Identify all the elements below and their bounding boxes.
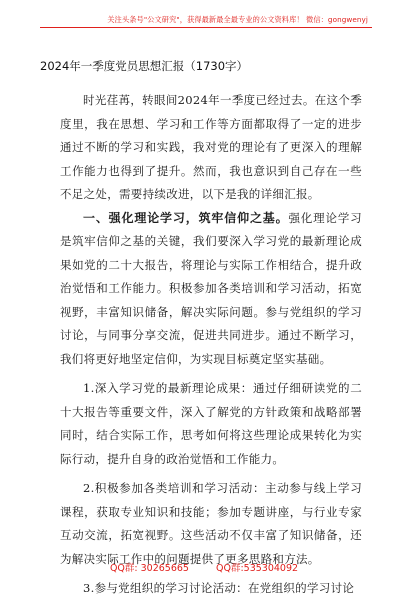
- footer-contacts: [0, 560, 408, 574]
- document-title: 2024年一季度党员思想汇报（1730字）: [40, 59, 249, 73]
- section-1-paragraph: [60, 207, 362, 372]
- footer-qq-group-1: QQ群: 30265665: [109, 563, 189, 574]
- intro-paragraph: 时光荏苒，转眼间2024年一季度已经过去。在这个季度里，我在思想、学习和工作等方面都取得了一定的进步通过不断的学习和实践，我对党的理论有了更深入的理解工作能力也得到了提升。然而，我也意识到自己存在一些不足之处，需要持续改进，以下是我的详细汇报。: [60, 93, 362, 201]
- document-body: [60, 89, 362, 601]
- header-banner: 关注头条号"公文研究"，获得最新最全最专业的公文资料库！ 微信：gongwenyj: [107, 15, 368, 24]
- item-3-paragraph: 3.参与党组织的学习讨论活动：在党组织的学习讨论: [83, 581, 355, 595]
- item-2-paragraph: 2.积极参加各类培训和学习活动：主动参与线上学习课程，获取专业知识和技能；参加专题讲座，与行业专家互动交流，拓宽视野。这些活动不仅丰富了知识储备，还为解决实际工作中的问题提供了更多思路和方法。: [60, 481, 362, 566]
- section-1-text: 强化理论学习是筑牢信仰之基的关键，我们要深入学习党的最新理论成果如党的二十大报告，将理论与实际工作相结合，提升政治觉悟和工作能力。积极参加各类培训和学习活动，拓宽视野，丰富知识储备，解决实际问题。参与党组织的学习讨论，与同事分享交流，促进共同进步。通过不断学习，我们将更好地坚定信仰，为实现目标奠定坚实基础。: [60, 210, 362, 366]
- item-1-paragraph: 1.深入学习党的最新理论成果：通过仔细研读党的二十大报告等重要文件，深入了解党的方针政策和战略部署同时，结合实际工作，思考如何将这些理论成果转化为实际行动，提升自身的政治觉悟和工作能力。: [60, 381, 362, 466]
- footer-qq-group-2: QQ群:535304092: [216, 563, 299, 574]
- header-divider: [40, 27, 372, 28]
- section-1-heading: 一、强化理论学习，筑牢信仰之基。: [83, 210, 289, 225]
